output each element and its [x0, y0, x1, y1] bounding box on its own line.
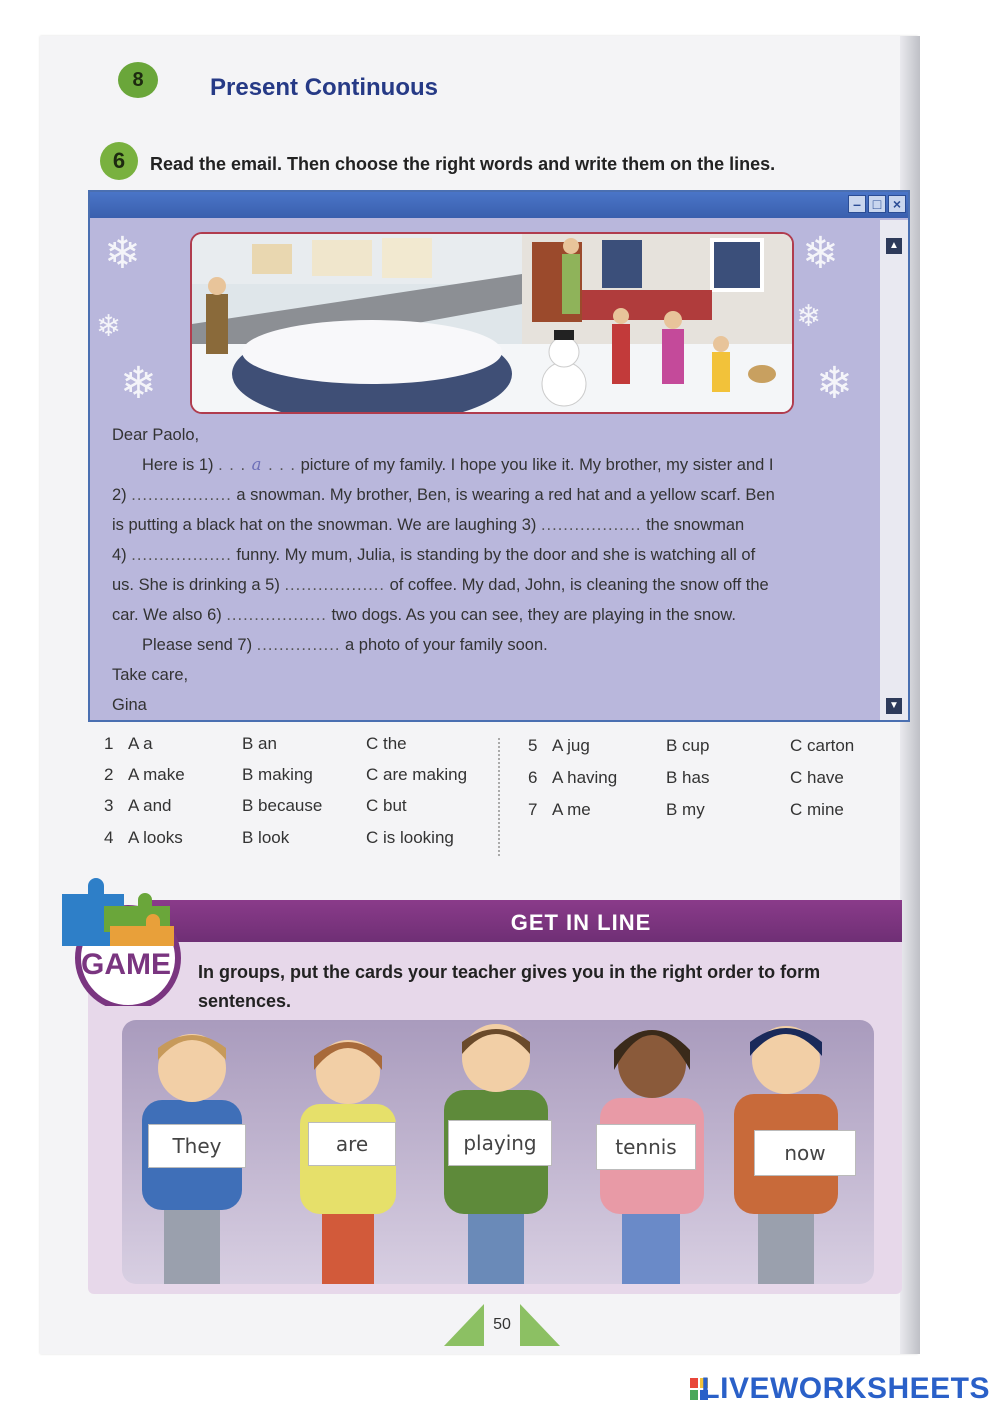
exercise-instruction: Read the email. Then choose the right words and write them on the lines. — [150, 154, 776, 174]
snowflake-icon: ❄ — [802, 229, 839, 278]
snowflake-icon: ❄ — [796, 300, 822, 333]
game-title: GET IN LINE — [510, 910, 652, 935]
email-line: car. We also 6) .................. two dogs. As you can see, they are playing in the snow. — [112, 606, 736, 624]
close-icon[interactable]: × — [888, 195, 906, 213]
blank-2[interactable]: .................. — [131, 486, 232, 504]
email-scrollbar[interactable] — [880, 220, 908, 720]
word-card[interactable]: now — [754, 1130, 856, 1176]
email-greeting: Dear Paolo, — [112, 426, 200, 444]
game-banner — [150, 900, 902, 942]
minimize-icon[interactable]: – — [848, 195, 866, 213]
unit-title: Present Continuous — [210, 74, 439, 101]
game-logo-text: GAME — [81, 948, 171, 981]
email-line: Please send 7) ............... a photo of your family soon. — [142, 636, 548, 654]
word-card[interactable]: are — [308, 1122, 396, 1166]
snowflake-icon: ❄ — [96, 310, 122, 343]
blank-3[interactable]: .................. — [540, 516, 642, 534]
email-line: 4) .................. funny. My mum, Julia, is standing by the door and she is watching all of — [112, 546, 756, 564]
game-instruction: In groups, put the cards your teacher gives you in the right order to form sentences. — [198, 962, 821, 1011]
email-line: 2) .................. a snowman. My brother, Ben, is wearing a red hat and a yellow scarf. Ben — [112, 486, 775, 504]
scroll-down-arrow-icon[interactable]: ▼ — [886, 698, 902, 714]
email-closing: Take care, — [112, 666, 189, 684]
maximize-icon[interactable]: □ — [868, 195, 886, 213]
page-number: 50 — [493, 1316, 511, 1333]
email-line: is putting a black hat on the snowman. We are laughing 3) .................. the snowman — [112, 516, 745, 534]
email-line: us. She is drinking a 5) .................. of coffee. My dad, John, is cleaning the snow off the — [112, 576, 769, 594]
brand-name[interactable]: LIVEWORKSHEETS — [701, 1372, 990, 1405]
blank-6[interactable]: .................. — [226, 606, 327, 624]
word-card[interactable]: tennis — [596, 1124, 696, 1170]
blank-4[interactable]: .................. — [131, 546, 232, 564]
email-signature: Gina — [112, 696, 147, 714]
snowflake-icon: ❄ — [816, 359, 853, 408]
word-card[interactable]: They — [148, 1124, 246, 1168]
snowflake-icon: ❄ — [120, 359, 157, 408]
email-line: Here is 1) . . . a . . . picture of my family. I hope you like it. My brother, my sister and I — [142, 455, 774, 474]
unit-number-badge: 8 — [118, 62, 158, 98]
scroll-up-arrow-icon[interactable]: ▲ — [886, 238, 902, 254]
snowflake-icon: ❄ — [104, 229, 141, 278]
blank-7[interactable]: ............... — [256, 636, 341, 654]
word-card[interactable]: playing — [448, 1120, 552, 1166]
blank-5[interactable]: .................. — [284, 576, 385, 594]
email-window — [88, 190, 910, 722]
game-logo-icon — [60, 876, 190, 1006]
kids-with-cards-picture — [122, 1020, 874, 1284]
exercise-number-badge: 6 — [100, 142, 138, 180]
blank-1[interactable]: . . . a . . . — [218, 455, 296, 474]
window-controls — [848, 195, 906, 213]
family-snow-picture — [190, 232, 794, 414]
email-body — [112, 420, 872, 720]
options-divider — [498, 738, 500, 856]
snow-scene-illustration — [192, 234, 792, 412]
email-title-bar — [90, 192, 908, 218]
